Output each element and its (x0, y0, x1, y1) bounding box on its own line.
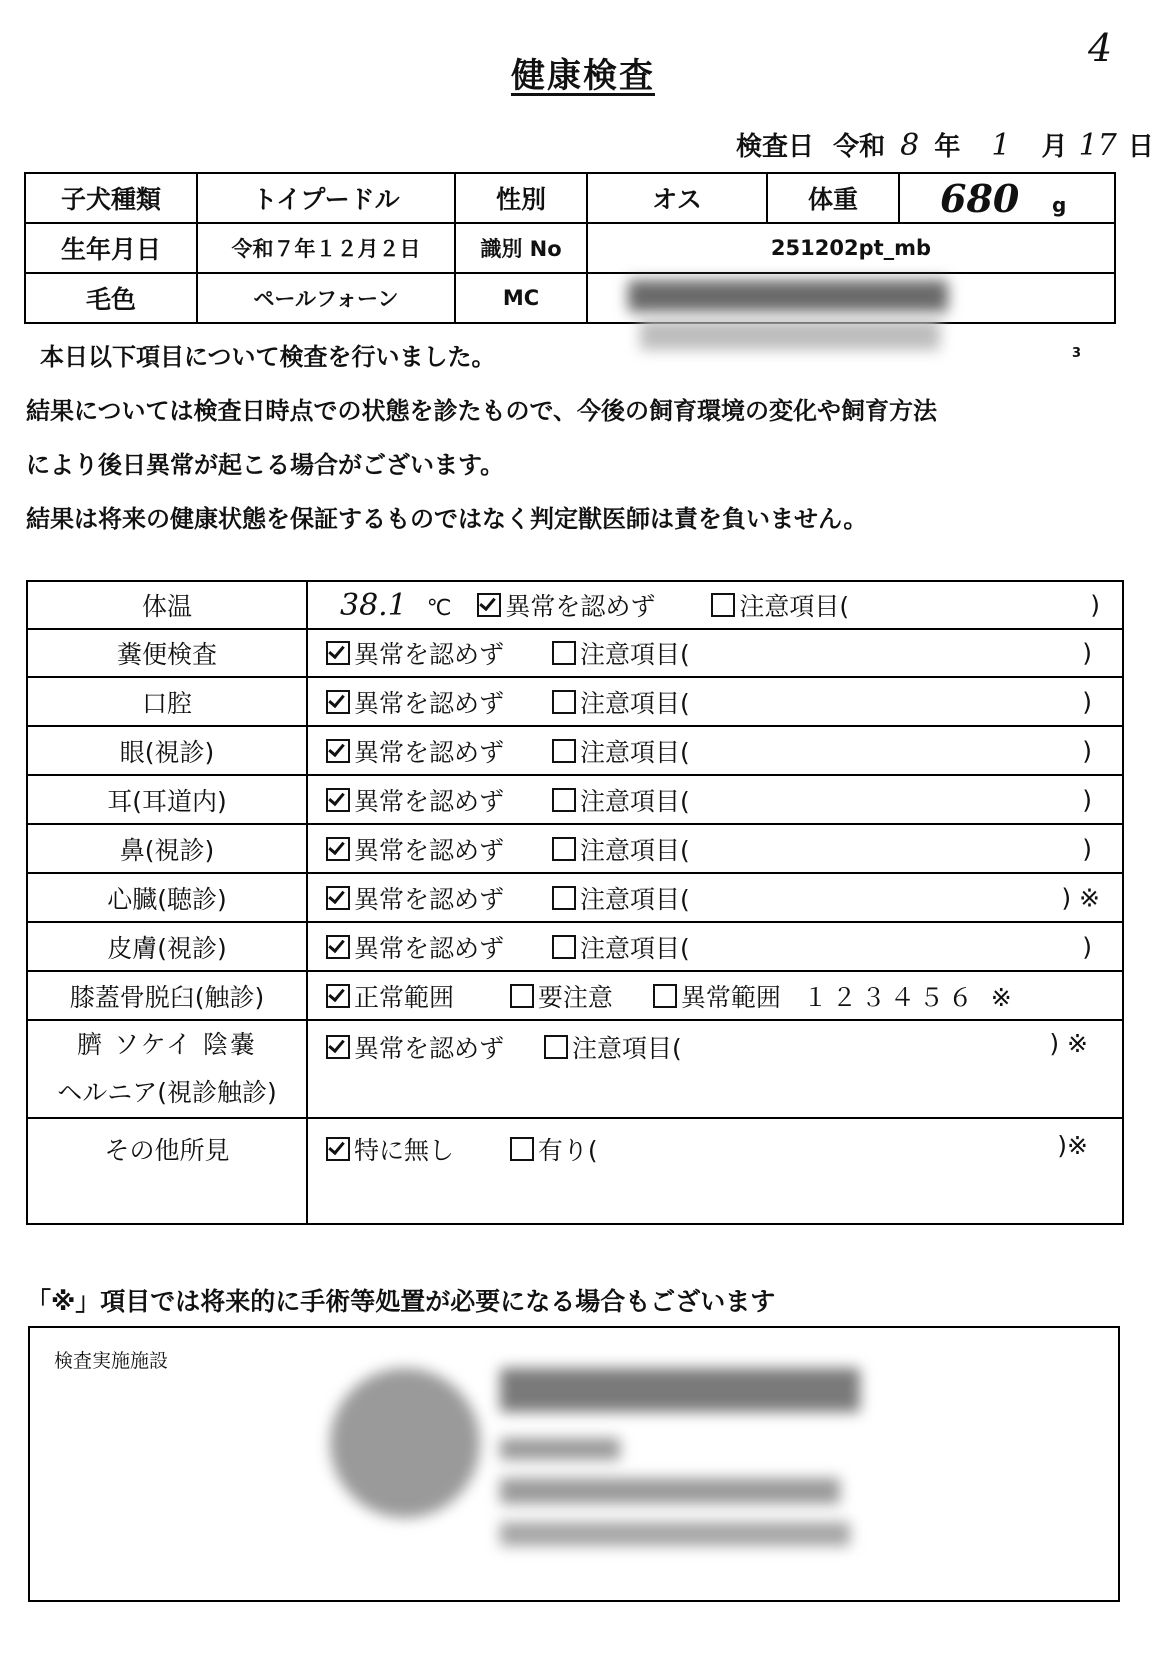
checkbox-checked-icon[interactable] (326, 837, 350, 861)
exam-date-day-unit: 日 (1127, 132, 1154, 162)
color-value: ペールフォーン (197, 273, 455, 323)
other-findings-row (307, 1118, 1123, 1224)
note-line: により後日異常が起こる場合がございます。 (26, 451, 505, 479)
exam-date-era: 令和 (833, 132, 886, 162)
caution-option[interactable]: 注意項目( (552, 782, 690, 818)
patella-grades: １２３４５６ (802, 982, 977, 1012)
note-line: 結果については検査日時点での状態を診たもので、今後の飼育環境の変化や飼育方法 (26, 397, 938, 425)
normal-option[interactable]: 異常を認めず (477, 587, 655, 623)
checkbox-icon[interactable] (653, 984, 677, 1008)
checkbox-icon[interactable] (510, 1137, 534, 1161)
facility-label: 検査実施施設 (54, 1350, 169, 1372)
puppy-info-table (24, 172, 1116, 324)
other-none-option[interactable]: 特に無し (326, 1131, 454, 1167)
normal-option[interactable]: 異常を認めず (326, 880, 504, 916)
hernia-label-line: ヘルニア(視診触診) (57, 1078, 277, 1107)
checkbox-icon[interactable] (552, 886, 576, 910)
exam-date-year: 8 (900, 128, 920, 163)
footer-note: 「※」項目では将来的に手術等処置が必要になる場合もございます (26, 1287, 776, 1316)
caution-option[interactable]: 注意項目( (711, 587, 849, 623)
normal-option[interactable]: 異常を認めず (326, 1029, 504, 1065)
facility-box (28, 1326, 1120, 1602)
id-value: 251202pt_mb (587, 223, 1115, 273)
exam-date-label: 検査日 (736, 132, 815, 162)
exam-date-month: 1 (991, 128, 1011, 163)
patella-caution-option[interactable]: 要注意 (510, 978, 613, 1014)
checkbox-checked-icon[interactable] (326, 690, 350, 714)
exam-row (307, 873, 1123, 922)
dob-value: 令和７年１２月２日 (197, 223, 455, 273)
checkbox-icon[interactable] (552, 935, 576, 959)
patella-row (307, 971, 1123, 1020)
checkbox-icon[interactable] (711, 593, 735, 617)
caution-option[interactable]: 注意項目( (552, 880, 690, 916)
exam-row-label: 糞便検査 (27, 629, 307, 677)
normal-option[interactable]: 異常を認めず (326, 782, 504, 818)
normal-option[interactable]: 異常を認めず (326, 635, 504, 671)
exam-date-year-unit: 年 (934, 132, 961, 162)
paren-star: ) ※ (1049, 1029, 1088, 1058)
facility-phone-redacted (500, 1522, 850, 1546)
weight-value: 680 (940, 175, 1020, 221)
normal-option[interactable]: 異常を認めず (326, 929, 504, 965)
temperature-label: 体温 (27, 581, 307, 629)
exam-row-label: 心臓(聴診) (27, 873, 307, 922)
exam-row: 異常を認めず 注意項目( ) (307, 824, 1123, 873)
hernia-row (307, 1020, 1123, 1118)
exam-row: 異常を認めず 注意項目( ) (307, 629, 1123, 677)
exam-date-day: 17 (1078, 128, 1117, 163)
weight-cell (899, 173, 1115, 223)
checkbox-checked-icon[interactable] (326, 1137, 350, 1161)
normal-option[interactable]: 異常を認めず (326, 831, 504, 867)
sex-value: オス (587, 173, 767, 223)
color-label: 毛色 (25, 273, 197, 323)
breed-label: 子犬種類 (25, 173, 197, 223)
exam-row: 異常を認めず 注意項目( ) (307, 726, 1123, 775)
exam-date-month-unit: 月 (1041, 132, 1068, 162)
checkbox-icon[interactable] (544, 1035, 568, 1059)
exam-row: 異常を認めず 注意項目( ) (307, 922, 1123, 971)
checkbox-checked-icon[interactable] (326, 984, 350, 1008)
exam-row-label: 眼(視診) (27, 726, 307, 775)
exam-row-label: 耳(耳道内) (27, 775, 307, 824)
mc-label: MC (455, 273, 587, 323)
facility-address-redacted (500, 1438, 620, 1460)
paren-star: )※ (1057, 1131, 1088, 1160)
patella-normal-option[interactable]: 正常範囲 (326, 978, 454, 1014)
star-mark: ※ (990, 982, 1012, 1012)
checkbox-checked-icon[interactable] (326, 1035, 350, 1059)
caution-option[interactable]: 注意項目( (552, 684, 690, 720)
caution-option[interactable]: 注意項目( (552, 635, 690, 671)
checkbox-checked-icon[interactable] (326, 739, 350, 763)
caution-option[interactable]: 注意項目( (552, 929, 690, 965)
checkbox-checked-icon[interactable] (326, 886, 350, 910)
checkbox-checked-icon[interactable] (477, 593, 501, 617)
disclaimer-notes (26, 330, 937, 546)
facility-address-redacted (500, 1478, 840, 1504)
other-yes-option[interactable]: 有り( (510, 1131, 598, 1167)
note-line: 結果は将来の健康状態を保証するものではなく判定獣医師は責を負いません。 (26, 505, 868, 533)
checkbox-icon[interactable] (552, 739, 576, 763)
temperature-row: 38.1 ℃ 異常を認めず 注意項目( ) (307, 581, 1123, 629)
checkbox-icon[interactable] (552, 690, 576, 714)
checkbox-checked-icon[interactable] (326, 935, 350, 959)
checkbox-checked-icon[interactable] (326, 641, 350, 665)
normal-option[interactable]: 異常を認めず (326, 733, 504, 769)
hernia-label-line: 臍 ソケイ 陰嚢 (77, 1030, 257, 1059)
exam-row: 異常を認めず 注意項目( ) (307, 775, 1123, 824)
dob-label: 生年月日 (25, 223, 197, 273)
caution-option[interactable]: 注意項目( (552, 831, 690, 867)
normal-option[interactable]: 異常を認めず (326, 684, 504, 720)
mc-value-redacted (587, 273, 1115, 323)
checkbox-icon[interactable] (552, 837, 576, 861)
temperature-unit: ℃ (426, 596, 452, 621)
other-findings-label: その他所見 (27, 1118, 307, 1224)
checkbox-checked-icon[interactable] (326, 788, 350, 812)
id-label: 識別 No (455, 223, 587, 273)
facility-name-redacted (500, 1368, 860, 1412)
tiny-mark: 3 (1072, 346, 1082, 361)
exam-row-label: 口腔 (27, 677, 307, 726)
patella-label: 膝蓋骨脱臼(触診) (27, 971, 307, 1020)
caution-option[interactable]: 注意項目( (544, 1029, 682, 1065)
exam-row-label: 鼻(視診) (27, 824, 307, 873)
facility-stamp-redacted (330, 1368, 480, 1518)
caution-option[interactable]: 注意項目( (552, 733, 690, 769)
paren-star: ) ※ (1061, 883, 1100, 912)
weight-label: 体重 (767, 173, 899, 223)
temperature-value: 38.1 (340, 588, 407, 623)
hernia-label (27, 1020, 307, 1118)
weight-unit: g (1052, 192, 1067, 217)
sex-label: 性別 (455, 173, 587, 223)
page-title: 健康検査 (511, 56, 655, 96)
exam-table (26, 580, 1124, 1225)
exam-row-label: 皮膚(視診) (27, 922, 307, 971)
patella-abnormal-option[interactable]: 異常範囲 (653, 978, 781, 1014)
breed-value: トイプードル (197, 173, 455, 223)
note-line: 本日以下項目について検査を行いました。 (40, 343, 496, 371)
page-number: 4 (1088, 26, 1113, 70)
checkbox-icon[interactable] (552, 788, 576, 812)
exam-row: 異常を認めず 注意項目( ) (307, 677, 1123, 726)
exam-date-line (736, 126, 1154, 163)
checkbox-icon[interactable] (510, 984, 534, 1008)
checkbox-icon[interactable] (552, 641, 576, 665)
